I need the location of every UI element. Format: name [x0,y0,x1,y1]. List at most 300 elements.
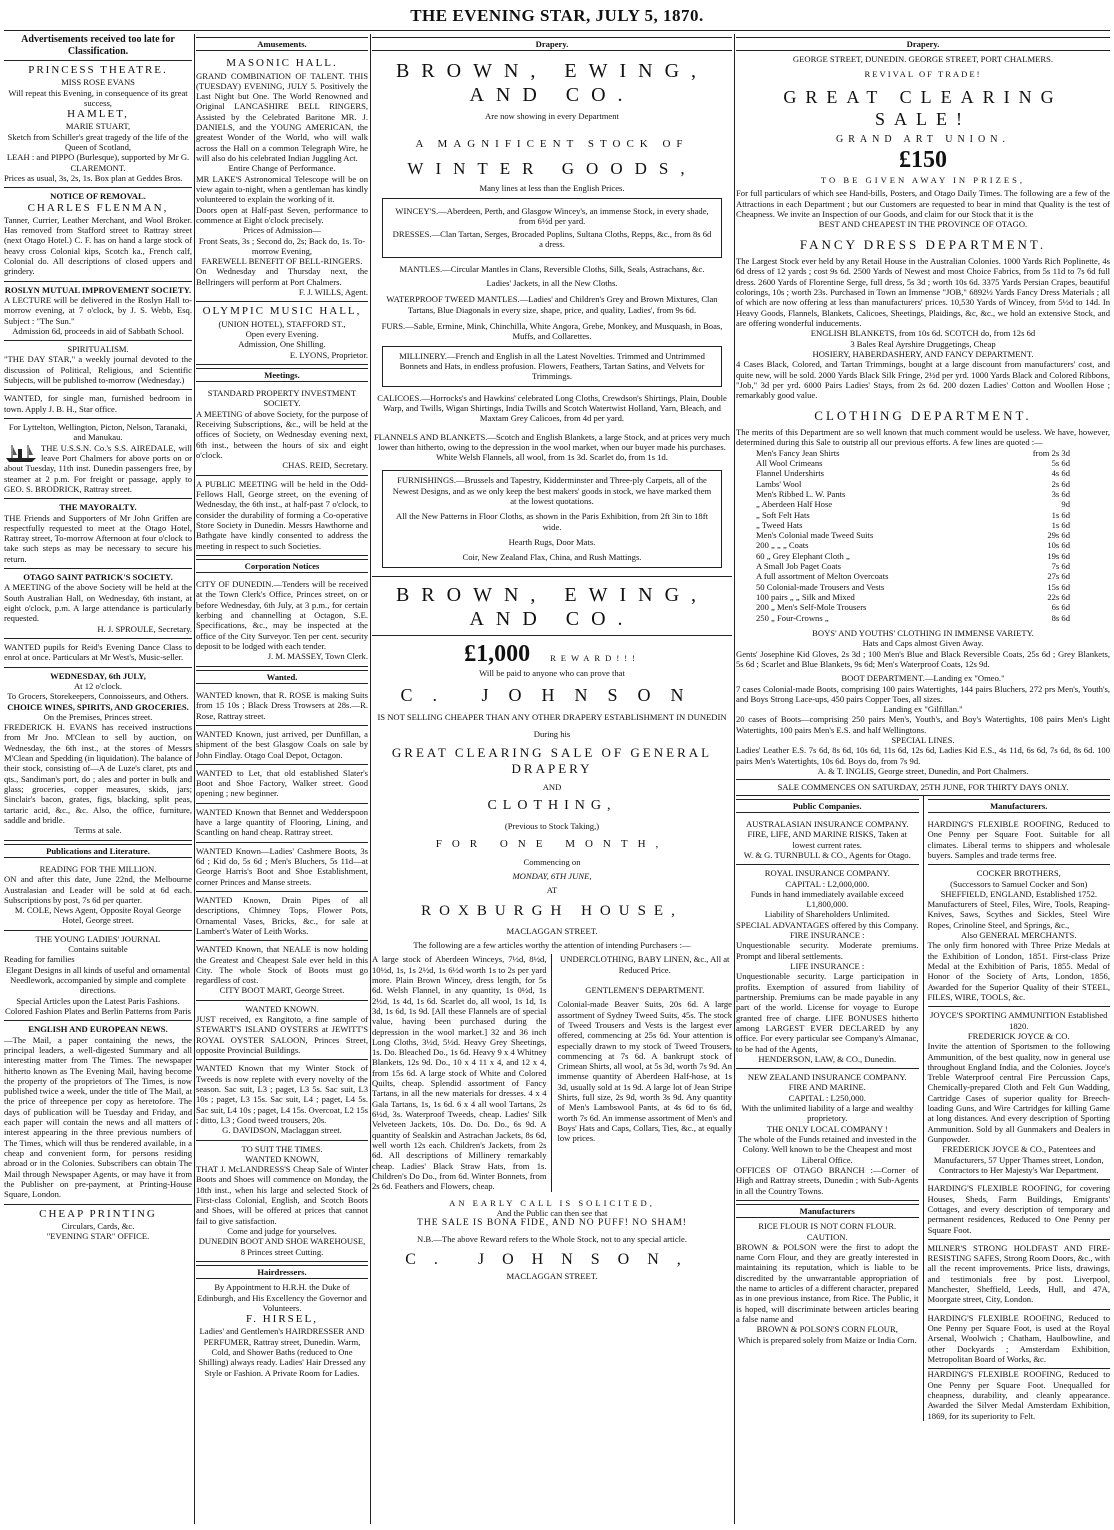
ad-text: CAUTION. [806,1231,848,1242]
department-title: FANCY DRESS DEPARTMENT. [799,237,1047,253]
ad-text: WANTED Known, that NEALE is now holding the Greatest and Cheapest Sale ever held in this City. The whole Stock of Boots must go regardless of cost. [196,944,368,986]
ad-title: COCKER BROTHERS, [976,868,1061,879]
ad-text: CAPITAL : L250,000. [788,1092,866,1103]
ad-text: DRESSES.—Clan Tartan, Serges, Brocaded Poplins, Sultana Cloths, Repps, &c., from 8s 6d a dress. [392,229,712,250]
ad-text: Elegant Designs in all kinds of useful and ornamental Needlework, accompanied by simple and complete directions. [5,964,191,996]
winceys-box [382,198,722,258]
ad-text: SPECIAL ADVANTAGES offered by this Company. [736,919,919,930]
ad-text: FIRE, LIFE, AND MARINE RISKS, Taken at lowest current rates. [747,829,907,850]
masonic-hall-ad [196,54,368,302]
royal-insurance-ad [736,865,919,1069]
corn-flour-ad [736,1221,919,1345]
removal-ad [4,188,192,281]
ad-text: Gents' Josephine Kid Gloves, 2s 3d ; 100 Men's Blue and Black Reversible Coats, 25s 6d ; Grey Blankets, 5s 6d ; Scarlet and Blue Blankets, 9s 6d; Men's Waterproof Coats, 12s 9d. [736,648,1110,669]
public-companies [736,796,924,1421]
ad-text: 3 Bales Real Ayrshire Druggetings, Cheap [850,338,996,349]
ad-text: Also GENERAL MERCHANTS. [961,930,1077,941]
department-title: CLOTHING DEPARTMENT. [814,408,1032,424]
prize-amount: £150 [899,147,947,174]
ad-title: NOTICE OF REMOVAL. [50,191,146,202]
section-header: Publications and Literature. [4,844,192,858]
nz-insurance-ad [736,1069,919,1201]
ad-text: Will be paid to anyone who can prove that [479,668,625,679]
price-item: 200 „ Men's Self-Mole Trousers [756,602,867,613]
ad-sign: W. & G. TURNBULL & CO., Agents for Otago. [743,849,911,860]
ad-text: By Appointment to H.R.H. the Duke of Edinburgh, and His Excellency the Governor and Volunteers. [197,1282,367,1313]
price-row [756,613,1070,623]
ad-title: AUSTRALASIAN INSURANCE COMPANY. [745,818,909,829]
price-value: 9d [1061,499,1070,510]
price-item: Men's Ribbed L. W. Pants [756,488,846,499]
ad-text: And the Public can then see that [496,1207,608,1218]
ad-text: ENGLISH BLANKETS, from 10s 6d. SCOTCH do, from 12s 6d [810,328,1036,339]
ad-text: FREDERICK JOYCE & CO. [967,1030,1070,1041]
ad-date: WEDNESDAY, 6th JULY, [50,670,146,681]
ad-text: THAT J. McLANDRESS'S Cheap Sale of Winter Boots and Shoes will commence on Monday, the 18th inst., when his large and selected Stock of First-class Colonial, English, and Scotch Boots and Shoes, will be offered at prices that cannot fail to give satisfaction. [196,1164,368,1226]
wanted-ad: WANTED Known, Drain Pipes of all descriptions, Chimney Tops, Flower Pots, Ornamental Vases, Bricks, &c., for sale at Lambert's Water of Leith Works. [196,892,368,941]
price-item: All Wool Crimeans [756,457,823,468]
ad-title: JOYCE'S SPORTING AMMUNITION Established 1820. [930,1010,1108,1031]
ad-text: (Previous to Stock Taking,) [504,821,600,832]
mayoralty-ad [4,499,192,569]
column-1 [4,34,192,1241]
ad-sign: FREDERICK JOYCE & CO., Patentees and Manufacturers, 57 Upper Thames street, London, Contractors to Her Majesty's War Department. [933,1144,1104,1175]
ad-text: FREDERICK H. EVANS has received instructions from Mr Jno. M'Clean to sell by auction, on Wednesday, the 6th inst., at the stores of Messrs M'Clean and Spedding (in liquidation). The balance of their stock, consisting of—A de Luze's claret, pts and qts., Sandiman's port, do ; ales and porter in bulk and glass; groceries, copper measures, skids, jars; Sinclair's bacon, grates, figs, blacking, split peas, tartaric acid, &c., &c. Also, the office, furniture, saddle and bridle. [4,722,192,825]
standard-society-ad [196,385,368,476]
section-header: Drapery. [372,37,732,51]
price-value: 15s 6d [1047,581,1070,592]
price-row [756,602,1070,612]
ad-sign: E. LYONS, Proprietor. [289,349,368,360]
section-header: Corporation Notices [196,559,368,573]
column-rule [734,34,735,1524]
ad-title: THE SALE IS BONA FIDE, AND NO PUFF! NO SHAM! [417,1218,687,1229]
price-item: 50 Colonial-made Trousers and Vests [756,581,885,592]
ad-text: For full particulars of which see Hand-bills, Posters, and Otago Daily Times. The following are a few of the Attractions in each Department ; but our Customers are requested to bear in mind that Quality is the test of Cheapness. We invite an Inspection of our Goods, and claim for our Stock that it is the [736,188,1110,219]
price-item: 250 „ Four-Crowns „ [756,612,829,623]
joyce-ad [928,1007,1111,1180]
ad-text: (UNION HOTEL), STAFFORD ST., [218,318,346,329]
price-value: 29s 6d [1047,530,1070,541]
ad-text: ON and after this date, June 22nd, the Melbourne Australasian and Leader will be sold at 6d each. Subscriptions by post, 7s 6d per quarter. [4,874,192,905]
ad-text: Prices as usual, 3s, 2s, 1s. Box plan at Geddes Bros. [4,172,183,183]
ad-sign: DUNEDIN BOOT AND SHOE WAREHOUSE, 8 Princes street Cutting. [198,1236,366,1257]
price-row [756,592,1070,602]
ad-text: Which is prepared solely from Maize or India Corn. [737,1334,917,1345]
ad-title: For Lyttelton, Wellington, Picton, Nelson, Taranaki, and Manukau. [8,422,188,443]
price-value: 27s 6d [1047,571,1070,582]
ad-text: A MEETING of above Society, for the purpose of Receiving Subscriptions, &c., will be held at the offices of Society, on Wednesday evening next, 6th inst., between the hours of six and eight o'clock. [196,408,368,460]
wanted-ad: WANTED Known—Ladies' Cashmere Boots, 3s 6d ; Kid do, 5s 6d ; Men's Bluchers, 5s 11d—at George Harris's Boot and Shoe Establishment, corner Princes and Manse streets. [196,843,368,892]
ad-sign: G. DAVIDSON, Maclaggan street. [222,1125,342,1136]
price-value: 4s 6d [1051,468,1070,479]
price-item: „ Aberdeen Half Hose [756,499,833,510]
price-list-left: A large stock of Aberdeen Winceys, 7½d, 8½d, 10½d, 1s, 1s 2½d, 1s 6½d worth 1s to 2s per yard more. Plain Brown Wincey, dress length, for 5s 6d. Welsh Flannel, in any quantity, 1s 0½d, 1s 2½d, 1s 4d, 1s 6d. Scarlet do, all wool, 1s 1d, 1s 3d, 1s 6d, 1s 9d. [All these Flannels are of special value, having been purchased during the depression in the wool market.] 32 and 36 inch Long Cloths, 3½d, 5½d. Heavy Grey Sheetings, 1s. Do. Bleached Do., 1s 6d. Heavy 9 x 4 Whitney Blankets, 12s 9d. Do., 10 x 4 11 x 4, and 12 x 4, from 15s 6d. A large stock of White and Colored Quilts, cheap. Splendid assortment of Fancy Tartans, in all the new materials for dresses. 4 x 4 Gala Tartans, 1s, 1s 6d. 6 x 4 all wool Tartans, 2s 6½d, 3s. Waterproof Tweeds, cheap. Ladies' Silk Velveteen Jackets, 10s. Do. Do. Do., 6s 9d. A quantity of Sealskin and Astrachan Jackets, 8s 6d, well worth 12s each. Children's Jackets, from 2s 6d. All descriptions of Millinery remarkably cheap. Ladies' Black Straw Hats, from 1s. Children's Do Do., from 6d. Winter Bonnets, from 2s 6d. Feathers and Flowers, cheap. [372,954,552,1191]
furnishings-box [382,470,722,567]
ad-text: FLANNELS AND BLANKETS.—Scotch and English Blankets, a large Stock, and at prices very much lower than hitherto, owing to the depression in the wool market, when our buyer made his purchases. White Welsh Flannels, all wool, from 1s 3d. Scarlet do, from 1s 1d. [374,431,730,463]
sale-title: GREAT CLEARING SALE OF GENERAL DRAPERY [391,744,713,776]
ad-title: ENGLISH AND EUROPEAN NEWS. [28,1024,168,1035]
price-item: Lambs' Wool [756,478,802,489]
ad-title: TO SUIT THE TIMES. [241,1143,323,1154]
boots-sale-ad [196,1141,368,1262]
reading-ad [4,861,192,931]
ad-text: AN EARLY CALL IS SOLICITED, [449,1197,655,1208]
ad-title: SPIRITUALISM. [67,344,129,355]
section-header: Wanted. [196,670,368,684]
column-2 [196,34,368,1378]
ad-title: STANDARD PROPERTY INVESTMENT SOCIETY. [207,388,357,409]
ad-title: ROYAL INSURANCE COMPANY. [764,868,890,879]
ad-text: The merits of this Department are so well known that much comment would be useless. We have, however, determined during this Sale to outstrip all our previous efforts. A few lines are quoted :— [736,427,1110,448]
ad-text: During his [533,728,571,739]
ad-text: Prices of Admission— [243,225,321,236]
ad-text: Many lines at less than the English Prices. [479,183,625,194]
section-header: Drapery. [736,37,1110,51]
ad-title: GENTLEMEN'S DEPARTMENT. [585,984,705,995]
ad-text: Colored Fashion Plates and Berlin Patterns from Paris [5,1005,191,1016]
price-item: 100 pairs „ „ Silk and Mixed [756,592,855,603]
ad-text: The following are a few articles worthy the attention of intending Purchasers :— [413,940,691,951]
ad-title: NEW ZEALAND INSURANCE COMPANY. [747,1072,907,1083]
wanted-ad: WANTED Known that Bennet and Wedderspoon have a large quantity of Flooring, Lining, and Scantling on hand cheap. Rattray street. [196,804,368,843]
ad-play: HAMLET, [67,108,129,121]
ad-text: The Largest Stock ever held by any Retail House in the Australian Colonies. 1000 Yards Rich Poplinette, 4s 6d dress of 12 yards ; cost 9s 6d. 2500 Yards of Newest and most Choice Fabrics, from 5s 11d to 7s 6d full dress. 2600 Yards of Florentine Serge, full dress, 5s 3d ; worth 10s 6d. 3375 Yards Persian Crapes, beautiful colorings, 10s ; worth 23s. Purchased in Town an Immense "JOB," 6892½ Yards Fancy Dress Materials ; all of which are now offering at less than manufacturers' prices. 10,530 Yards of Wincey, from 5½d to 14d. In Heavy Goods, Flannels, Blankets, Calicoes, Sheetings, Plaidings, &c, &c., we hold an extensive Stock, and are offering wonderful inducements. [736,256,1110,328]
masthead: THE EVENING STAR, JULY 5, 1870. [410,6,704,25]
column-rule [370,34,371,1524]
ad-text: "EVENING STAR" OFFICE. [46,1231,150,1242]
ad-text: The only firm honored with Three Prize Medals at the Exhibition of London, 1851. First-class Prize Medal at the Exhibition of Paris, 1855. Medal of Honor of the Society of Arts, London, 1856, Awarded for the Superior Quality of their STEEL, FILES, WIRE, TOOLS, &c. [927,940,1110,1002]
ad-text: CALICOES.—Horrocks's and Hawkins' celebrated Long Cloths, Crewdson's Shirtings, Plain, Double Warp, and Twills, Wigan Shirtings, India Twills and Scotch Watertwist Holland, Yarn, Bleach, and Maxtam Grey Calicoes, from 4d per yard. [377,392,727,424]
sale-period: FOR ONE MONTH, [435,837,669,850]
merchant-name: C. JOHNSON, [405,1250,699,1268]
sale-banner: SALE COMMENCES ON SATURDAY, 25TH JUNE, FOR THIRTY DAYS ONLY. [736,779,1110,795]
ad-text: MACLAGGAN STREET. [506,925,598,936]
ad-title: MASONIC HALL. [226,57,338,70]
roofing-ad: HARDING'S FLEXIBLE ROOFING, Reduced to One Penny per Square Foot, is used at the Royal Arsenal, Woolwich ; Chatham, Haulbowline, and other Dockyards ; Amsterdam Exhibition, Metropolitan Board of Works, &c. [928,1310,1111,1370]
ad-text: FURNISHINGS.—Brussels and Tapestry, Kidderminster and Three-ply Carpets, all of the Newest Designs, and as we only keep the best makers' goods in stock, we have marked them at the lowest quotations. [392,475,712,507]
top-rule [4,30,1110,31]
price-item: A Small Job Paget Coats [756,561,841,572]
auction-ad [4,668,192,841]
ad-text: Admission, One Shilling. [238,339,326,350]
ad-text: Will repeat this Evening, in consequence of its great success, [8,87,188,108]
ad-title: ROSLYN MUTUAL IMPROVEMENT SOCIETY. [4,284,192,295]
price-row [756,479,1070,489]
ad-text: A LECTURE will be delivered in the Roslyn Hall to-morrow evening, at 7 o'clock, by J. S. Webb, Esq. Subject : "The Sun." [4,294,192,326]
wanted-ad: WANTED Known, just arrived, per Dunfillan, a shipment of the best Glasgow Coals on sale by John Findlay. Otago Coal Depot, Octagon. [196,726,368,765]
ad-title: HOSIERY, HABERDASHERY, AND FANCY DEPARTMENT. [812,348,1034,359]
ad-text: Come and judge for yourselves. [227,1226,337,1236]
ad-text: Coir, New Zealand Flax, China, and Rush Mattings. [462,552,642,563]
ad-title: BOYS' AND YOUTHS' CLOTHING IN IMMENSE VARIETY. [812,627,1034,638]
ad-text: With the unlimited liability of a large and wealthy proprietory. [741,1103,914,1124]
ad-text: At 12 o'clock. [73,680,123,691]
roofing-ad: HARDING'S FLEXIBLE ROOFING, for covering Houses, Sheds, Farm Buildings, Emigrants' Cottages, and every description of temporary and permanent residences, Reduced to One Penny per Square Foot. [928,1180,1111,1240]
ad-text: Ladies' Leather E.S. 7s 6d, 8s 6d, 10s 6d, 11s 6d, 12s 6d, Ladies Kid E.S., 4s 11d, 6s 6d, 7s 6d, 8s 6d. 100 pairs Men's Watertights, 10s 6d. Boys do, from 7s 9d. [736,745,1110,766]
column-rule [194,34,195,1524]
lower-ads [736,796,1110,1421]
sale-date: MONDAY, 6TH JUNE, [512,871,592,882]
ad-play: MARIE STUART, [65,121,131,132]
ad-text: JUST received, ex Rangitoto, a fine sample of STEWART'S ISLAND OYSTERS at JEWITT'S ROYAL OYSTER SALOON, Princes Street, opposite Provincial Buildings. [196,1014,368,1055]
ad-text: Commencing on [523,856,581,867]
price-row [756,499,1070,509]
ad-title: WINTER GOODS, [407,158,697,178]
ad-sign: M. COLE, News Agent, Opposite Royal George Hotel, George street. [14,905,182,926]
ad-text: A MEETING of the above Society will be held at the South Australian Hall, on Wednesday, 6th instant, at eight o'clock, p.m. A large attendance is particularly requested. [4,582,192,624]
ad-text: WATERPROOF TWEED MANTLES.—Ladies' and Children's Grey and Brown Mixtures, Clan Tartans, Blue Diagonals in every size, shape, price, and quality, Ladies', from 9s 6d. [386,294,718,315]
english-news-ad [4,1021,192,1204]
ad-text: To Grocers, Storekeepers, Connoisseurs, and Others. [7,691,189,702]
price-table [736,448,1110,623]
ad-title: WANTED KNOWN. [245,1003,319,1014]
ad-text: Hearth Rugs, Door Mats. [508,537,596,548]
price-row [756,489,1070,499]
price-item: A full assortment of Melton Overcoats [756,571,889,582]
price-row [756,468,1070,478]
ad-sign: CHAS. REID, Secretary. [282,460,368,471]
ad-text: FIRE INSURANCE : [790,930,865,941]
ad-text: AND [542,782,562,793]
ad-title: THE YOUNG LADIES' JOURNAL [35,933,161,944]
ad-text: Reading for families [4,954,75,965]
ad-text: Circulars, Cards, &c. [61,1220,135,1231]
ad-text: Sketch from Schiller's great tragedy of the life of the Queen of Scotland, [7,131,189,152]
ad-text: AT [546,885,558,896]
section-header: Meetings. [196,368,368,382]
ad-text: Colonial-made Beaver Suits, 20s 6d. A large assortment of Sydney Tweed Suits, 45s. The stock of Tweed Trousers and Vests is the largest ever offered, commencing at 25s 6d. Your attention is especially drawn to my stock of Tweed Trousers, commencing at 7s 6d. A bankrupt stock of Crimean Shirts, all wool, at 5s 3d, worth 7s 9d. An immense quantity of Aberdeen Half-hose, at 1s 3d, usually sold at 1s 9d. A large lot of Jean Stripe Shirts, full size, 2s 9d, worth 3s 9d. Any quantity of Men's Lambswool Pants, at 4s 6d to 6s 6d, worth 7s 6d. An immense assortment of Men's and Boys' Hats and Caps, Collars, Ties, &c., at equally low prices. [557,999,732,1144]
ad-sign: CITY BOOT MART, George Street. [219,985,345,996]
ad-text: Landing ex "Gilfillan." [883,704,963,715]
ad-text: MANTLES.—Circular Mantles in Clans, Reversible Cloths, Silk, Seals, Astrachans, &c. [399,263,705,274]
hairdresser-ad [196,1282,368,1378]
reward-word: REWARD!!! [550,652,640,663]
patrick-society-ad [4,569,192,639]
spiritualism-ad [4,341,192,390]
price-row [756,571,1070,581]
ad-title: RICE FLOUR IS NOT CORN FLOUR. [758,1221,897,1232]
ad-text: The whole of the Funds retained and invested in the Colony. Well known to be the Cheapest and most Liberal Office. [738,1134,917,1165]
price-row [756,582,1070,592]
merchant-name: C. JOHNSON [400,684,704,705]
price-lists [372,954,732,1191]
sale-title: CLOTHING, [487,798,617,814]
ad-text: Are now showing in every Department [485,111,619,122]
ad-title: OLYMPIC MUSIC HALL, [202,305,362,318]
roslyn-ad [4,282,192,342]
price-item: Men's Fancy Jean Shirts [756,447,840,458]
steamship-icon [4,443,38,463]
reward-amount: £1,000 [464,640,531,667]
price-row [756,540,1070,550]
ad-title: GRAND ART UNION. [836,134,1010,146]
store-name: ROXBURGH HOUSE, [421,902,683,919]
price-row [756,510,1070,520]
ad-title: OTAGO SAINT PATRICK'S SOCIETY. [23,572,173,583]
ad-text: LIFE INSURANCE : [790,961,865,972]
ad-title: READING FOR THE MILLION. [39,863,157,874]
ad-text: Unquestionable security. Moderate premiums. Prompt and liberal settlements. [736,940,919,961]
ad-title: SPECIAL LINES. [891,735,955,746]
manufacturers [924,796,1111,1421]
ad-title: CHOICE WINES, SPIRITS, AND GROCERIES. [7,701,189,712]
ad-text: Doors open at Half-past Seven, performance to commence at Eight o'clock precisely. [196,204,368,225]
tweeds-ad [196,1060,368,1140]
wanted-ad: WANTED known, that R. ROSE is making Suits from 15 10s ; Black Dress Trowsers at 28s.—R. Rose, Rattray street. [196,687,368,726]
roofing-ad: HARDING'S FLEXIBLE ROOFING, Reduced to One Penny per Square Foot. Unequalled for cheapness, durability, and cleanly appearance. Awarded the Silver Medal Amsterdam Exhibition, 1869, for its superiority to Felt. [927,1369,1110,1421]
ad-text: THE Friends and Supporters of Mr John Griffen are respectfully requested to meet at the Otago Hotel, Rattray street, To-morrow Afternoon at four o'clock to take such steps as may be necessary to secure his return. [4,512,192,564]
ad-text: Admission 6d, proceeds in aid of Sabbath School. [12,325,184,336]
section-header: Hairdressers. [196,1265,368,1279]
ad-title: CHEAP PRINTING [39,1207,157,1220]
ad-text: MILLINERY.—French and English in all the Latest Novelties. Trimmed and Untrimmed Bonnets and Hats, in endless profusion. Flowers, Feathers, Tartan Satins, and Velvets for Trimmings. [399,350,705,382]
price-value: from 2s 3d [1032,447,1070,458]
ad-text: BROWN & POLSON'S CORN FLOUR, [756,1324,898,1335]
sale-title: GREAT CLEARING SALE! [783,86,1063,129]
oyster-ad [196,1001,368,1061]
ad-text: All the New Patterns in Floor Cloths, as shown in the Paris Exhibition, from 2ft 3in to 18ft wide. [396,511,708,532]
ad-text: On the Premises, Princes street. [43,711,153,722]
ad-text: Hats and Caps almost Given Away. [862,638,984,649]
millinery-box [382,346,722,387]
ad-text: Front Seats, 3s ; Second do, 2s; Back do, 1s. To-morrow Evening, [198,235,366,256]
column-4 [736,34,1110,1421]
brand-title: BROWN, EWING, AND CO. [395,60,709,107]
ladies-journal-ad [4,931,192,1022]
ad-text: FURS.—Sable, Ermine, Mink, Chinchilla, White Angora, Grebe, Monkey, and Musquash, in Boas, Muffs, and Collarettes. [381,321,723,342]
price-value: 3s 6d [1051,488,1070,499]
ad-sign: A. & T. INGLIS, George street, Dunedin, and Port Chalmers. [817,766,1029,777]
ad-title: A MAGNIFICENT STOCK OF [415,137,689,150]
ad-text: IS NOT SELLING CHEAPER THAN ANY OTHER DRAPERY ESTABLISHMENT IN DUNEDIN [377,712,727,723]
price-item: 60 „ Grey Elephant Cloth „ [756,550,850,561]
ad-text: Ladies' and Gentlemen's HAIRDRESSER AND PERFUMER, Rattray street, Dunedin. Warm, Cold, and Shower Baths (reduced to One Shilling) always ready. Ladies' Hair Dressed any Style or Fashion. A Private Room for Ladies. [198,1326,366,1378]
ad-text: On Wednesday and Thursday next, the Bellringers will perform at Port Chalmers. [196,266,368,287]
price-value: 10s 6d [1047,540,1070,551]
ad-title: WANTED KNOWN, [245,1153,319,1164]
price-row [756,458,1070,468]
price-item: Men's Colonial made Tweed Suits [756,530,874,541]
ad-text: BROWN & POLSON were the first to adopt the name Corn Flour, and they are greatly interested in maintaining its reputation, which is liable to be discredited by the unwarrantable appropriation of the name to articles of a different character, prepared as in one previous instance, from Rice. The Public, it is hoped, will discriminate between articles bearing a false name and [736,1241,919,1325]
ad-sign: J. M. MASSEY, Town Clerk. [267,651,368,662]
ad-text: Special Articles upon the Latest Paris Fashions. [16,995,180,1006]
roofing-ad: HARDING'S FLEXIBLE ROOFING, Reduced to One Penny per Square Foot. Suitable for all climates. Liberal terms to shippers and wholesale buyers. Samples and trade terms free. [928,816,1111,865]
section-header: Manufacturers [736,1204,919,1218]
price-row [756,551,1070,561]
ad-text: 20 cases of Boots—comprising 250 pairs Men's, Youth's, and Boy's Watertights, 108 pairs Men's Light Watertights, 100 pairs Men's E.S. and half Wellingtons. [736,714,1110,735]
section-header: Amusements. [196,37,368,51]
ad-text: —The Mail, a paper containing the news, the principal leaders, a well-digested Summary and all interesting matter from The Times. The newspaper hitherto known as The Evening Mail, having become the property of the proprietors of The Times, is now published twice a week, under the title of The Mail, at the price of threepence per copy as heretofore. The days of publication will be Tuesday and Friday, and each paper will contain the news and all matters of interest appearing in the three previous numbers of The Times, which will thus be rendered available, in a cheap and convenient form, for persons residing abroad or in the Colonies. Subscribers can obtain The Mail through Newspaper Agents, or may have it from the Publisher on pre-payment, at Printing-House Square, London. [4,1034,192,1200]
ad-name: CHARLES FLENMAN, [27,201,169,214]
safes-ad: MILNER'S STRONG HOLDFAST AND FIRE-RESISTING SAFES, Strong Room Doors, &c., with all the recent improvements. Price lists, drawings, and testimonials free by post. Liverpool, Manchester, Sheffield, Leeds, Hull, and 47A, Moorgate street, City, London. [928,1240,1111,1310]
dance-class-ad: WANTED pupils for Reid's Evening Dance Class to enrol at once. Particulars at Mr West's, Music-seller. [4,639,192,668]
ad-text: WINCEY'S.—Aberdeen, Perth, and Glasgow Wincey's, an immense Stock, in every shade, from 6½d per yard. [395,205,709,226]
price-list-right [558,954,733,1191]
city-tender-ad [196,576,368,667]
price-value: 2s 6d [1051,478,1070,489]
ad-text: 4 Cases Black, Colored, and Tartan Trimmings, bought at a large discount from manufacturers' cost, and quite new, will be sold. 2000 Yards Black Silk Fringe, 2½d per yrd. 1000 Yards Black and Colored Ribbons, "Job," 3d per yrd. 6000 Pairs Ladies' Stays, from 2s 6d. 200 dozen Ladies' Cotton and Woollen Hose ; remarkably good value. [736,359,1110,401]
price-row [756,520,1070,530]
ad-title: BEST AND CHEAPEST IN THE PROVINCE OF OTAGO. [818,219,1028,230]
public-meeting-ad: A PUBLIC MEETING will be held in the Odd-Fellows Hall, George street, on the evening of Wednesday, the 6th inst., at half-past 7 o'clock, to consider the durability of forming a Co-operative Store Society in Dunedin. Messrs Hawthorne and Bathgate have kindly consented to address the meeting in respect to such Societies. [196,476,368,556]
price-item: „ Tweed Hats [756,519,803,530]
ad-text: WANTED Known that my Winter Stock of Tweeds is now replete with every novelty of the season. Sac suit, L3 ; paget, L3 5s. Sac suit, L3 10s ; paget, L3 15s. Sac suit, L4 ; paget, L4 5s. Sac suit, L4 10s ; paget, L4 15s. Overcoat, L2 15s ; ditto, L3 ; Good tweed trousers, 20s. [196,1063,368,1125]
ad-text: CITY OF DUNEDIN.—Tenders will be received at the Town Clerk's Office, Princes street, on or before Wednesday, 6th July, at 3 p.m., for certain kerbing and channelling at Octagon, S.E. Specifications, &c., may be inspected at the office of the City Surveyor. Ten per cent. security deposit to be lodged with each tender. [196,579,368,651]
ad-text: OFFICES OF OTAGO BRANCH :—Corner of High and Rattray streets, Dunedin ; with Sub-Agents in all the Country Towns. [736,1164,919,1196]
price-value: 5s 6d [1051,457,1070,468]
ad-text: Contains suitable [68,944,128,955]
price-row [756,448,1070,458]
price-value: 1s 6d [1051,509,1070,520]
ad-text: N.B.—The above Reward refers to the Whole Stock, not to any special article. [417,1233,687,1244]
price-row [756,530,1070,540]
ad-text: 7 cases Colonial-made Boots, comprising 100 pairs Watertights, 144 pairs Bluchers, 272 prs Men's, Youth's, and Boys Strong Lace-ups, 450 pairs Copper Toes, all sizes. [736,683,1110,704]
ad-text: LEAH : and PIPPO (Burlesque), supported by Mr G. CLAREMONT. [6,152,190,173]
ad-text: THE ONLY LOCAL COMPANY ! [766,1123,888,1134]
ad-text: FAREWELL BENEFIT OF BELL-RINGERS. [201,256,363,267]
column-3 [372,34,732,1281]
ad-text: Unquestionable security. Large participation in profits. Exemption of assured from liability of partnership. Premiums can be made payable in any part of the world. License for voyage to Europe granted free of charge. LIFE BONUSES hitherto among LARGEST EVER DECLARED by any office. For every particular see Company's Almanac, to be had of the Agents, [736,971,919,1054]
price-value: 7s 6d [1051,561,1070,572]
price-value: 8s 6d [1051,612,1070,623]
ad-title: THE MAYORALTY. [59,502,137,513]
ad-text: THE U.S.S.N. Co.'s S.S. AIREDALE, will leave Port Chalmers for above ports on or about Tuesday, 11th inst. Dunedin passengers free, by steamer at 2 p.m. For freight or passage, apply to GEO. S. BRODRICK, Rattray street. [4,442,192,494]
printing-ad [4,1205,192,1242]
price-item: „ Soft Felt Hats [756,509,810,520]
price-row [756,561,1070,571]
ad-text: FIRE AND MARINE. [788,1082,866,1093]
ad-text: Invite the attention of Sportsmen to the following Ammunition, of the best quality, now in general use throughout England India, and the Colonies. Joyce's Treble Waterproof central Fire Percussion Caps, Chemically-prepared Cloth and Felt Gun Wadding, Cartridge Cases of superior quality for Breech-loading Guns, and Wire Cartridges for killing Game at long distances. And every description of Sporting Ammunition. Sold by all Gunmakers and Dealers in Gunpowder. [927,1041,1110,1145]
section-header: Advertisements received too late for Classification. [4,34,192,61]
ad-text: Ladies' Jackets, in all the New Cloths. [486,278,618,289]
ad-text: Funds in hand immediately available exceed L1,800,000. [750,888,904,910]
ad-title: PRINCESS THEATRE. [28,64,168,76]
wanted-bedroom-ad: WANTED, for single man, furnished bedroom in town. Apply J. B. H., Star office. [4,390,192,419]
ad-text: GRAND COMBINATION OF TALENT. THIS (TUESDAY) EVENING, JULY 5. Positively the Last Night but One. The World Renowned and Original LANCASHIRE BELL RINGERS, Assisted by the Celebrated Baritone MR. J. DANIELS, and the YOUNG AMERICAN, the greatest Wonder of the World, who will walk across the Hall on a common Telegraph Wire, he will also do his celebrated Indian Juggling Act. [196,70,368,163]
ad-text: Entire Change of Performance. [228,163,336,174]
price-value: 1s 6d [1051,519,1070,530]
wanted-ad [196,941,368,1001]
ad-text: CAPITAL : L2,000,000. [785,878,870,889]
ad-sign: F. J. WILLS, Agent. [298,287,368,298]
princess-theatre-ad [4,61,192,188]
wanted-ad: WANTED to Let, that old established Slater's Boot and Shoe Factory, Walker street. Good opening ; new beginner. [196,765,368,804]
ad-text: Tanner, Currier, Leather Merchant, and Wool Broker. Has removed from Stafford street to Rattray street (next Otago Hotel.) C. F. has on hand a large stock of heavy cross Colonial kips, Scotch ka., French calf, Colonial do. All descriptions of closed uppers and grindery. [4,214,192,277]
ad-subtitle: MISS ROSE EVANS [61,77,135,88]
brand-title: BROWN, EWING, AND CO. [372,576,732,631]
ad-text: UNDERCLOTHING, BABY LINEN, &c., All at Reduced Price. [560,954,730,975]
price-value: 6s 6d [1051,602,1070,613]
ad-text: Liability of Shareholders Unlimited. [764,909,890,920]
section-header: Manufacturers. [928,799,1111,813]
ad-text: MR LAKE'S Astronomical Telescope will be on view again to-night, when a gentleman has kindly volunteered to explain the working of it. [196,173,368,205]
section-header: Public Companies. [736,799,919,813]
ad-text: GEORGE STREET, DUNEDIN. GEORGE STREET, PORT CHALMERS. [792,54,1054,65]
australasian-ad [736,816,919,865]
ad-title: TO BE GIVEN AWAY IN PRIZES, [820,174,1026,185]
price-value: 19s 6d [1047,550,1070,561]
ad-text: Open every Evening. [245,328,319,339]
shipping-ad [4,419,192,499]
price-item: 200 „ „ „ Coats [756,540,809,551]
reward-line [372,635,732,669]
ad-text: (Successors to Samuel Cocker and Son) SHEFFIELD, ENGLAND, Established 1752. [940,878,1098,899]
ad-title: BOOT DEPARTMENT.—Landing ex "Omeo." [841,673,1005,684]
price-item: Flannel Undershirts [756,468,825,479]
price-value: 22s 6d [1047,592,1070,603]
ad-text: MACLAGGAN STREET. [506,1271,598,1282]
